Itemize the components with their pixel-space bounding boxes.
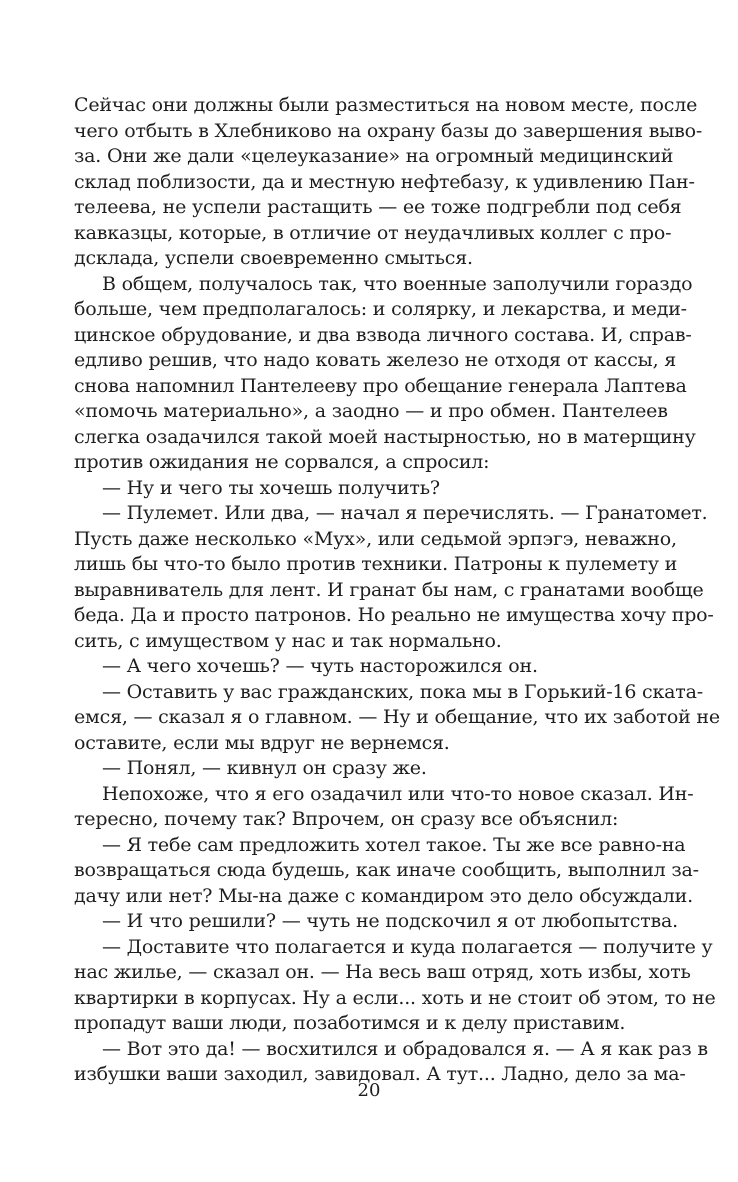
- text-line: емся, — сказал я о главном. — Ну и обещание, что их заботой не: [74, 706, 720, 728]
- text-line: Сейчас они должны были разместиться на новом месте, после: [74, 94, 698, 116]
- dialogue-line: — Понял, — кивнул он сразу же.: [102, 757, 427, 779]
- paragraph-start-line: Непохоже, что я его озадачил или что-то новое сказал. Ин-: [102, 782, 694, 805]
- text-line: возвращаться сюда будешь, как иначе сообщить, выполнил за-: [74, 859, 699, 881]
- text-line: нас жилье, — сказал он. — На весь ваш отряд, хоть избы, хоть: [74, 961, 691, 983]
- text-line: телеева, не успели растащить — ее тоже подгребли под себя: [74, 196, 682, 218]
- text-line: больше, чем предполагалось: и солярку, и лекарства, и меди-: [74, 298, 687, 320]
- text-line: оставите, если мы вдруг не вернемся.: [74, 731, 450, 754]
- text-line: пропадут ваши люди, позаботимся и к делу приставим.: [74, 1012, 626, 1034]
- text-line: склад поблизости, да и местную нефтебазу, к удивлению Пан-: [74, 170, 695, 193]
- dialogue-line: — Ну и чего ты хочешь получить?: [102, 476, 440, 499]
- text-line: слегка озадачился такой моей настырностью, но в матерщину: [74, 425, 696, 448]
- dialogue-line: — И что решили? — чуть не подскочил я от любопытства.: [102, 910, 679, 932]
- text-line: кавказцы, которые, в отличие от неудачливых коллег с про-: [74, 221, 672, 244]
- text-line: тересно, почему так? Впрочем, он сразу все объяснил:: [74, 808, 619, 830]
- text-line: Пусть даже несколько «Мух», или седьмой эрпэгэ, неважно,: [74, 527, 677, 550]
- dialogue-line: — Я тебе сам предложить хотел такое. Ты же все равно-на: [102, 833, 686, 856]
- text-line: выравниватель для лент. И гранат бы нам, с гранатами вообще: [74, 578, 704, 601]
- text-line: едливо решив, что надо ковать железо не отходя от кассы, я: [74, 349, 677, 371]
- text-line: дачу или нет? Мы-на даже с командиром это дело обсуждали.: [74, 884, 693, 907]
- body-text: [74, 93, 720, 1088]
- text-line: «помочь материально», а заодно — и про обмен. Пантелеев: [74, 400, 668, 422]
- page-number: 20: [357, 1080, 381, 1101]
- text-line: дсклада, успели своевременно смыться.: [74, 247, 473, 269]
- dialogue-line: — Пулемет. Или два, — начал я перечислять. — Гранатомет.: [102, 502, 708, 524]
- dialogue-line: — Вот это да! — восхитился и обрадовался я. — А я как раз в: [102, 1037, 708, 1060]
- text-line: сить, с имуществом у нас и так нормально.: [74, 629, 502, 652]
- text-line: снова напомнил Пантелееву про обещание генерала Лаптева: [74, 374, 687, 397]
- dialogue-line: — А чего хочешь? — чуть насторожился он.: [102, 655, 538, 677]
- dialogue-line: — Доставите что полагается и куда полагается — получите у: [102, 935, 713, 958]
- text-line: квартирки в корпусах. Ну а если... хоть и не стоит об этом, то не: [74, 986, 716, 1009]
- text-line: избушки ваши заходил, завидовал. А тут... Ладно, дело за ма-: [74, 1063, 686, 1085]
- text-line: беда. Да и просто патронов. Но реально не имущества хочу про-: [74, 604, 714, 626]
- text-line: за. Они же дали «целеуказание» на огромный медицинский: [74, 145, 674, 167]
- dialogue-line: — Оставить у вас гражданских, пока мы в Горький-16 ската-: [102, 680, 703, 703]
- text-line: лишь бы что-то было против техники. Патроны к пулемету и: [74, 553, 678, 575]
- text-line: против ожидания не сорвался, а спросил:: [74, 451, 490, 473]
- paragraph-start-line: В общем, получалось так, что военные заполучили гораздо: [102, 272, 693, 295]
- text-line: чего отбыть в Хлебниково на охрану базы до завершения выво-: [74, 119, 703, 142]
- text-line: цинское обрудование, и два взвода личного состава. И, справ-: [74, 323, 692, 346]
